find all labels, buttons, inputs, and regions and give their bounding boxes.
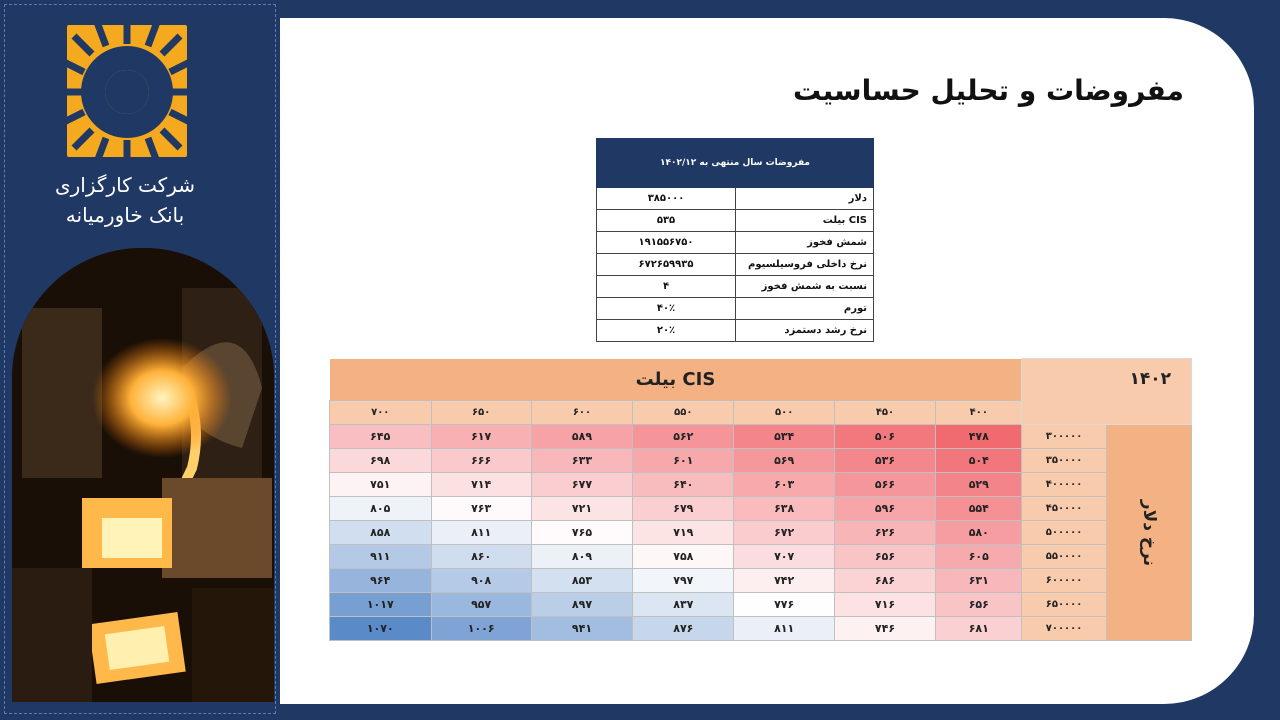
sensitivity-cell: ۷۶۳ <box>431 497 531 521</box>
assumptions-table <box>596 138 874 342</box>
sensitivity-row <box>330 449 1192 473</box>
assumption-value: ۲۰٪ <box>597 320 736 342</box>
sensitivity-cell: ۶۳۱ <box>936 569 1022 593</box>
company-name-line2: بانک خاورمیانه <box>65 203 185 227</box>
assumption-row <box>597 210 874 232</box>
assumption-label: نرخ داخلی فروسیلسیوم <box>736 254 874 276</box>
sensitivity-cell: ۵۸۰ <box>936 521 1022 545</box>
assumption-row <box>597 232 874 254</box>
sensitivity-cell: ۶۸۶ <box>834 569 935 593</box>
billet-price-header: ۷۰۰ <box>330 401 432 425</box>
assumption-value: ۴۰٪ <box>597 298 736 320</box>
dollar-rate-cell: ۶۰۰۰۰۰ <box>1022 569 1106 593</box>
billet-price-header: ۶۵۰ <box>431 401 531 425</box>
billet-price-header: ۴۵۰ <box>834 401 935 425</box>
assumption-label: نرخ رشد دستمزد <box>736 320 874 342</box>
sensitivity-cell: ۵۸۹ <box>531 425 632 449</box>
sensitivity-cell: ۹۵۷ <box>431 593 531 617</box>
sensitivity-cell: ۵۶۲ <box>633 425 734 449</box>
assumption-row <box>597 320 874 342</box>
sensitivity-cell: ۶۰۳ <box>734 473 834 497</box>
dollar-rate-header-text: نرخ دلار <box>1138 499 1159 566</box>
sensitivity-cell: ۵۰۶ <box>834 425 935 449</box>
sensitivity-row <box>330 473 1192 497</box>
dollar-rate-cell: ۶۵۰۰۰۰ <box>1022 593 1106 617</box>
sensitivity-cell: ۱۰۰۶ <box>431 617 531 641</box>
sensitivity-cell: ۶۴۰ <box>633 473 734 497</box>
sensitivity-cell: ۵۳۴ <box>734 425 834 449</box>
sun-logo-icon <box>64 22 190 162</box>
sensitivity-cell: ۸۹۷ <box>531 593 632 617</box>
assumption-label: نسبت به شمش فخوز <box>736 276 874 298</box>
sensitivity-cell: ۶۳۸ <box>734 497 834 521</box>
sensitivity-cell: ۶۲۶ <box>834 521 935 545</box>
billet-price-header: ۶۰۰ <box>531 401 632 425</box>
sensitivity-cell: ۵۹۶ <box>834 497 935 521</box>
assumption-row <box>597 298 874 320</box>
sensitivity-cell: ۶۱۷ <box>431 425 531 449</box>
assumption-value: ۱۹۱۵۵۶۷۵۰ <box>597 232 736 254</box>
sensitivity-cell: ۷۲۱ <box>531 497 632 521</box>
sensitivity-row <box>330 521 1192 545</box>
sensitivity-cell: ۵۵۴ <box>936 497 1022 521</box>
sensitivity-cell: ۶۷۲ <box>734 521 834 545</box>
sensitivity-cell: ۸۷۶ <box>633 617 734 641</box>
sensitivity-cell: ۶۳۳ <box>531 449 632 473</box>
dollar-rate-cell: ۴۰۰۰۰۰ <box>1022 473 1106 497</box>
year-cell: ۱۴۰۲ <box>1022 359 1192 425</box>
sensitivity-cell: ۵۳۶ <box>834 449 935 473</box>
sensitivity-cell: ۸۱۱ <box>431 521 531 545</box>
assumption-row <box>597 254 874 276</box>
sensitivity-cell: ۵۰۴ <box>936 449 1022 473</box>
page-title: مفروضات و تحلیل حساسیت <box>792 74 1184 107</box>
sensitivity-cell: ۶۰۵ <box>936 545 1022 569</box>
sensitivity-cell: ۶۸۱ <box>936 617 1022 641</box>
main-panel <box>280 18 1254 704</box>
sensitivity-cell: ۹۰۸ <box>431 569 531 593</box>
sensitivity-cell: ۷۴۲ <box>734 569 834 593</box>
billet-price-header: ۵۰۰ <box>734 401 834 425</box>
billet-price-header: ۴۰۰ <box>936 401 1022 425</box>
assumption-label: دلار <box>736 188 874 210</box>
sensitivity-cell: ۶۹۸ <box>330 449 432 473</box>
dollar-rate-cell: ۷۰۰۰۰۰ <box>1022 617 1106 641</box>
assumption-value: ۵۳۵ <box>597 210 736 232</box>
sensitivity-cell: ۷۴۶ <box>834 617 935 641</box>
sensitivity-cell: ۱۰۷۰ <box>330 617 432 641</box>
sensitivity-cell: ۷۱۹ <box>633 521 734 545</box>
sensitivity-cell: ۵۶۹ <box>734 449 834 473</box>
sensitivity-cell: ۷۷۶ <box>734 593 834 617</box>
dollar-rate-cell: ۳۵۰۰۰۰ <box>1022 449 1106 473</box>
sensitivity-cell: ۶۷۹ <box>633 497 734 521</box>
sensitivity-cell: ۹۶۴ <box>330 569 432 593</box>
sidebar <box>0 0 280 720</box>
sensitivity-row <box>330 617 1192 641</box>
sensitivity-cell: ۷۹۷ <box>633 569 734 593</box>
dollar-rate-cell: ۵۵۰۰۰۰ <box>1022 545 1106 569</box>
sensitivity-cell: ۵۲۹ <box>936 473 1022 497</box>
sensitivity-cell: ۵۶۶ <box>834 473 935 497</box>
assumption-label: CIS بیلت <box>736 210 874 232</box>
steel-factory-photo <box>12 248 274 702</box>
sensitivity-row <box>330 497 1192 521</box>
sensitivity-cell: ۶۵۶ <box>936 593 1022 617</box>
sensitivity-cell: ۸۵۳ <box>531 569 632 593</box>
sensitivity-row <box>330 425 1192 449</box>
sensitivity-row <box>330 545 1192 569</box>
sensitivity-cell: ۷۵۱ <box>330 473 432 497</box>
dollar-rate-header <box>1106 425 1191 641</box>
sensitivity-cell: ۸۰۹ <box>531 545 632 569</box>
sensitivity-cell: ۷۶۵ <box>531 521 632 545</box>
sensitivity-cell: ۷۵۸ <box>633 545 734 569</box>
sensitivity-table <box>329 358 1192 641</box>
sensitivity-cell: ۸۱۱ <box>734 617 834 641</box>
sensitivity-cell: ۸۵۸ <box>330 521 432 545</box>
assumption-value: ۳۸۵۰۰۰ <box>597 188 736 210</box>
sensitivity-cell: ۹۱۱ <box>330 545 432 569</box>
assumption-label: شمش فخوز <box>736 232 874 254</box>
dollar-rate-cell: ۵۰۰۰۰۰ <box>1022 521 1106 545</box>
company-name <box>20 170 230 230</box>
sensitivity-cell: ۷۱۶ <box>834 593 935 617</box>
sensitivity-cell: ۶۷۷ <box>531 473 632 497</box>
sensitivity-cell: ۸۳۷ <box>633 593 734 617</box>
sensitivity-row <box>330 569 1192 593</box>
assumptions-header: مفروضات سال منتهی به ۱۴۰۲/۱۲ <box>597 139 874 188</box>
sensitivity-cell: ۹۴۱ <box>531 617 632 641</box>
bank-logo <box>64 22 190 162</box>
assumption-label: تورم <box>736 298 874 320</box>
sensitivity-cell: ۶۴۵ <box>330 425 432 449</box>
sensitivity-cell: ۸۰۵ <box>330 497 432 521</box>
sensitivity-cell: ۴۷۸ <box>936 425 1022 449</box>
sensitivity-row <box>330 593 1192 617</box>
sensitivity-cell: ۸۶۰ <box>431 545 531 569</box>
assumption-row <box>597 276 874 298</box>
dollar-rate-cell: ۴۵۰۰۰۰ <box>1022 497 1106 521</box>
sensitivity-cell: ۶۰۱ <box>633 449 734 473</box>
billet-price-header: ۵۵۰ <box>633 401 734 425</box>
sensitivity-cell: ۷۰۷ <box>734 545 834 569</box>
sensitivity-cell: ۱۰۱۷ <box>330 593 432 617</box>
assumption-value: ۶۷۲۶۵۹۹۳۵ <box>597 254 736 276</box>
assumption-row <box>597 188 874 210</box>
billet-header: CIS بیلت <box>330 359 1022 401</box>
dollar-rate-cell: ۳۰۰۰۰۰ <box>1022 425 1106 449</box>
company-name-line1: شرکت کارگزاری <box>54 173 195 197</box>
sensitivity-cell: ۶۶۶ <box>431 449 531 473</box>
assumption-value: ۴ <box>597 276 736 298</box>
sensitivity-cell: ۷۱۴ <box>431 473 531 497</box>
sensitivity-cell: ۶۵۶ <box>834 545 935 569</box>
